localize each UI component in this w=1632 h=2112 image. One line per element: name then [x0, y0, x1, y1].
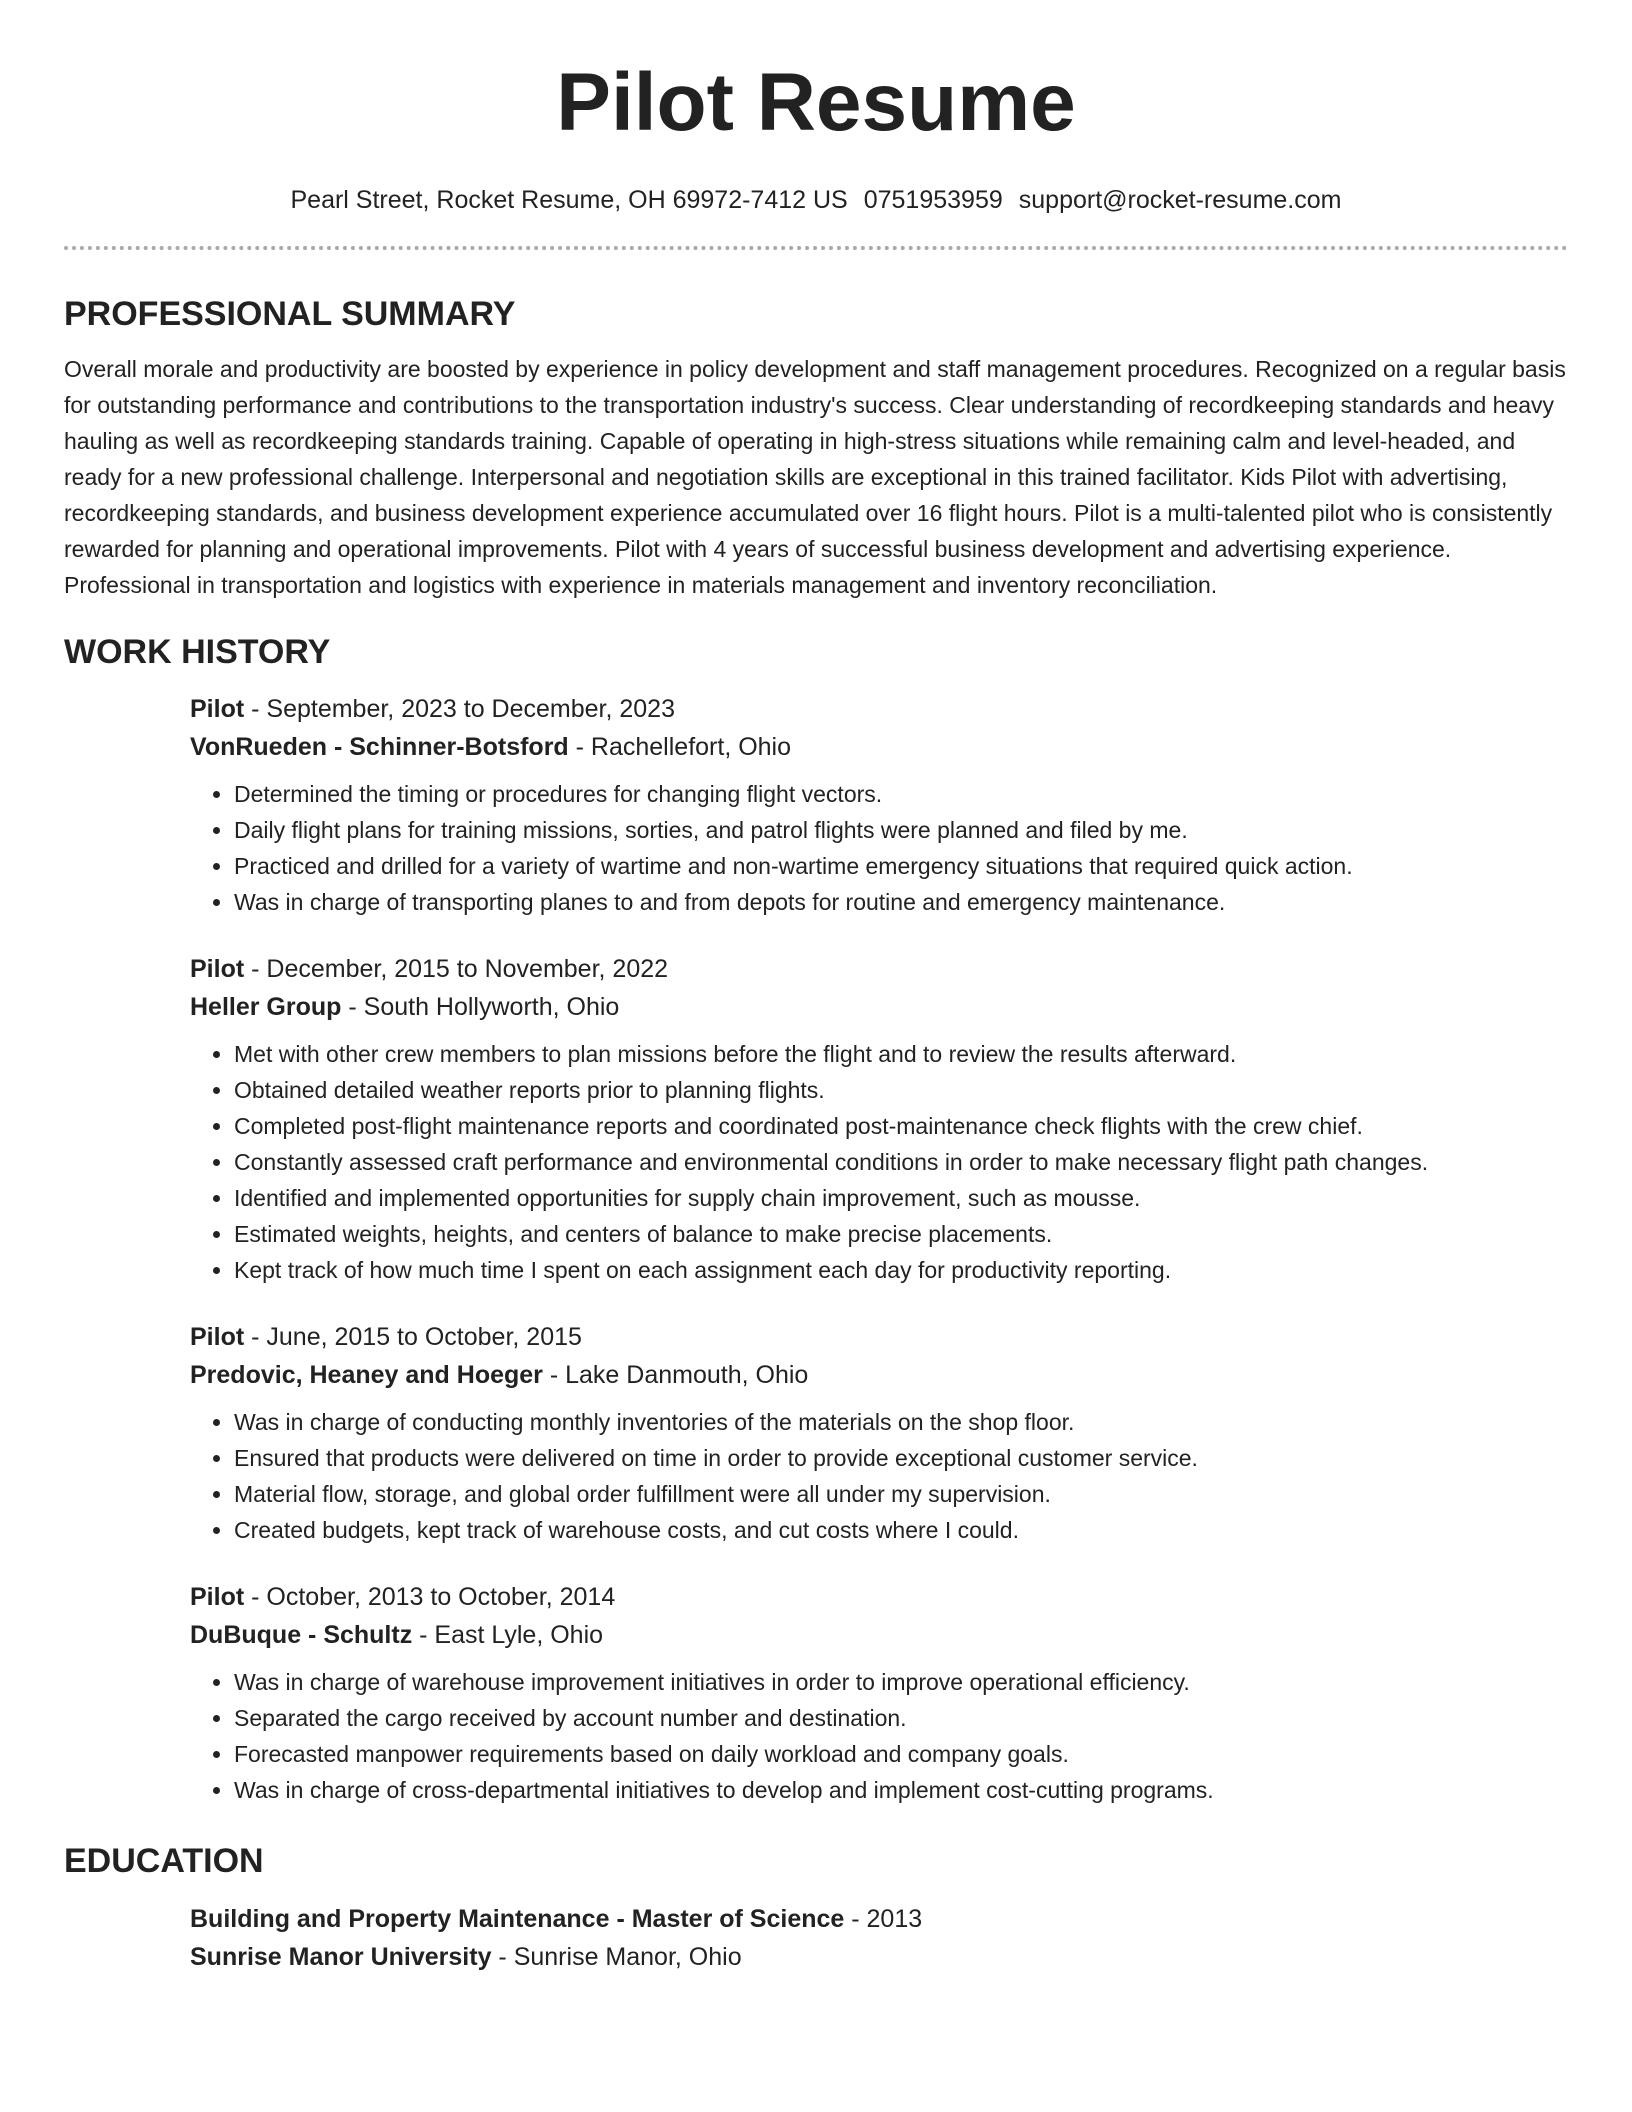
job-entry: [190, 1578, 1568, 1808]
job-title: Pilot: [190, 1583, 245, 1611]
job-title: Pilot: [190, 955, 245, 983]
job-dates: - June, 2015 to October, 2015: [244, 1323, 582, 1351]
duty-item: • Determined the timing or procedures for changing flight vectors.: [234, 776, 1568, 812]
duty-item: • Identified and implemented opportunities for supply chain improvement, such as mousse.: [234, 1180, 1568, 1216]
contact-phone: 0751953959: [863, 186, 1003, 214]
job-location: - Rachellefort, Ohio: [568, 733, 792, 761]
duty-item: • Kept track of how much time I spent on each assignment each day for productivity reporting.: [234, 1252, 1568, 1288]
duty-item: • Created budgets, kept track of warehouse costs, and cut costs where I could.: [234, 1512, 1568, 1548]
job-title: Pilot: [190, 695, 245, 723]
duty-item: • Was in charge of warehouse improvement initiatives in order to improve operational efficiency.: [234, 1664, 1568, 1700]
job-location: - South Hollyworth, Ohio: [341, 993, 620, 1021]
job-company: Heller Group: [190, 993, 342, 1021]
job-location: - East Lyle, Ohio: [412, 1621, 604, 1649]
duty-item: • Constantly assessed craft performance and environmental conditions in order to make necessary flight path changes.: [234, 1144, 1568, 1180]
duty-item: • Estimated weights, heights, and centers of balance to make precise placements.: [234, 1216, 1568, 1252]
duty-item: • Practiced and drilled for a variety of wartime and non-wartime emergency situations that required quick action.: [234, 848, 1568, 884]
contact-line: [64, 188, 1568, 213]
duty-item: • Forecasted manpower requirements based on daily workload and company goals.: [234, 1736, 1568, 1772]
duty-item: • Met with other crew members to plan missions before the flight and to review the results afterward.: [234, 1036, 1568, 1072]
job-duties: [190, 1404, 1568, 1548]
job-duties: [190, 1664, 1568, 1808]
job-title-line: [190, 690, 1568, 728]
job-company-line: [190, 728, 1568, 766]
duty-item: • Separated the cargo received by account number and destination.: [234, 1700, 1568, 1736]
duty-item: • Obtained detailed weather reports prior to planning flights.: [234, 1072, 1568, 1108]
job-company: DuBuque - Schultz: [190, 1621, 413, 1649]
duty-item: • Daily flight plans for training missions, sorties, and patrol flights were planned and filed by me.: [234, 812, 1568, 848]
header-divider: [64, 246, 1568, 250]
resume-title: Pilot Resume: [556, 57, 1076, 148]
duty-item: • Was in charge of conducting monthly inventories of the materials on the shop floor.: [234, 1404, 1568, 1440]
job-location: - Lake Danmouth, Ohio: [542, 1361, 809, 1389]
education-school: Sunrise Manor University: [190, 1943, 492, 1971]
duty-item: • Completed post-flight maintenance reports and coordinated post-maintenance check flights with the crew chief.: [234, 1108, 1568, 1144]
job-duties: [190, 776, 1568, 920]
job-company-line: [190, 1356, 1568, 1394]
education-school-line: [190, 1938, 1568, 1976]
duty-item: • Was in charge of transporting planes to and from depots for routine and emergency maintenance.: [234, 884, 1568, 920]
job-entry: [190, 690, 1568, 920]
education-degree-line: [190, 1900, 1568, 1938]
education-heading: EDUCATION: [64, 1842, 264, 1880]
job-entry: [190, 1318, 1568, 1548]
education-year: - 2013: [844, 1905, 923, 1933]
education-degree: Building and Property Maintenance - Master of Science: [190, 1905, 845, 1933]
education-entry: [190, 1900, 1568, 1976]
job-duties: [190, 1036, 1568, 1288]
work-history-heading: WORK HISTORY: [64, 633, 331, 671]
job-entry: [190, 950, 1568, 1288]
duty-item: • Material flow, storage, and global order fulfillment were all under my supervision.: [234, 1476, 1568, 1512]
job-title-line: [190, 1578, 1568, 1616]
summary-heading: PROFESSIONAL SUMMARY: [64, 295, 516, 333]
job-company: VonRueden - Schinner-Botsford: [190, 733, 569, 761]
education-location: - Sunrise Manor, Ohio: [491, 1943, 742, 1971]
duty-item: • Ensured that products were delivered on time in order to provide exceptional customer service.: [234, 1440, 1568, 1476]
job-dates: - October, 2013 to October, 2014: [244, 1583, 616, 1611]
job-company-line: [190, 988, 1568, 1026]
resume-page: [64, 0, 1568, 1976]
job-dates: - December, 2015 to November, 2022: [244, 955, 669, 983]
job-title-line: [190, 950, 1568, 988]
duty-item: • Was in charge of cross-departmental initiatives to develop and implement cost-cutting programs.: [234, 1772, 1568, 1808]
job-company-line: [190, 1616, 1568, 1654]
job-title: Pilot: [190, 1323, 245, 1351]
job-title-line: [190, 1318, 1568, 1356]
contact-email: support@rocket-resume.com: [1018, 186, 1342, 214]
contact-address: Pearl Street, Rocket Resume, OH 69972-7412 US: [290, 186, 848, 214]
summary-text: Overall morale and productivity are boosted by experience in policy development and staff management procedures. Recognized on a regular basis for outstanding performance and contributions to the transportation industry's success. Clear understanding of recordkeeping standards and heavy hauling as well as recordkeeping standards training. Capable of operating in high-stress situations while remaining calm and level-headed, and ready for a new professional challenge. Interpersonal and negotiation skills are exceptional in this trained facilitator. Kids Pilot with advertising, recordkeeping standards, and business development experience accumulated over 16 flight hours. Pilot is a multi-talented pilot who is consistently rewarded for planning and operational improvements. Pilot with 4 years of successful business development and advertising experience. Professional in transportation and logistics with experience in materials management and inventory reconciliation.: [64, 356, 1566, 598]
job-company: Predovic, Heaney and Hoeger: [190, 1361, 543, 1389]
job-dates: - September, 2023 to December, 2023: [244, 695, 675, 723]
